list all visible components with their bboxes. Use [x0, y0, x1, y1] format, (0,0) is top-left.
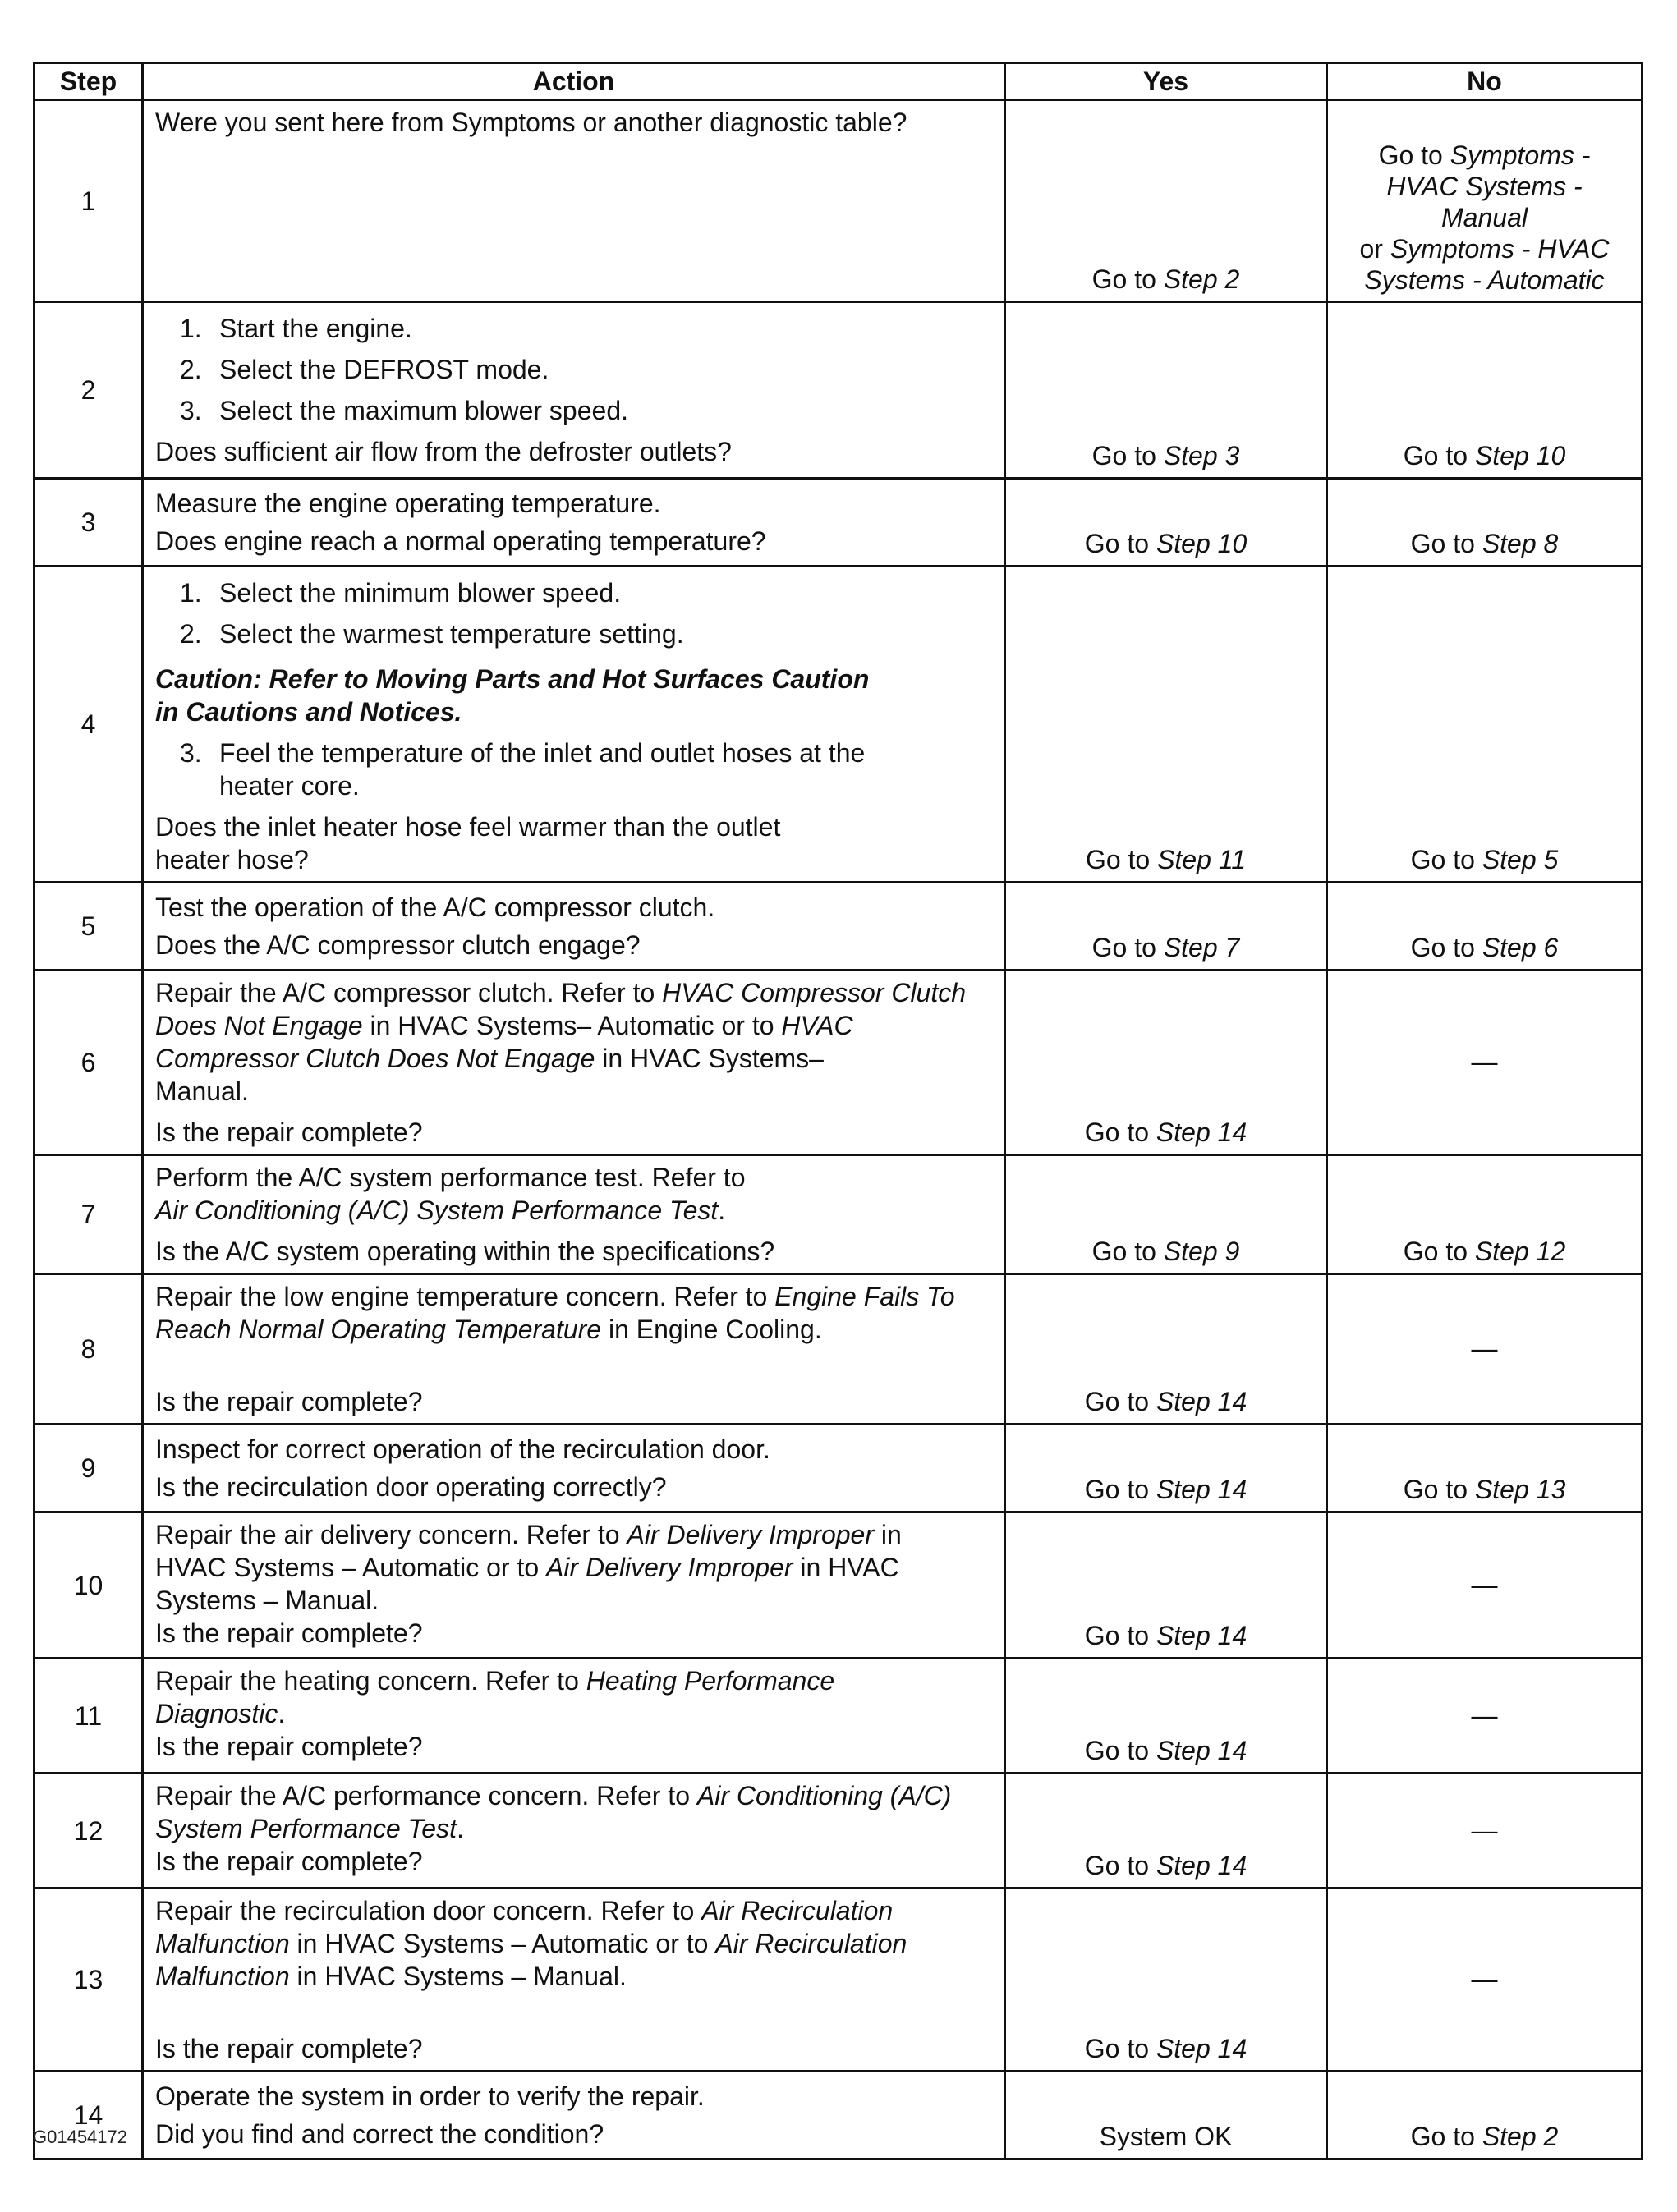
- step-number: 10: [34, 1512, 143, 1659]
- goto-step-link[interactable]: Step 2: [1163, 264, 1240, 294]
- no-cell-dash: —: [1327, 971, 1643, 1155]
- reference-link[interactable]: Air Conditioning (A/C) System Performance Test: [155, 1781, 952, 1843]
- no-cell: Go to Step 12: [1327, 1155, 1643, 1274]
- goto-step-link[interactable]: Step 14: [1156, 1851, 1247, 1880]
- symptoms-auto-link-line1[interactable]: Symptoms - HVAC: [1390, 234, 1610, 264]
- action-cell: [143, 302, 1005, 479]
- question-text: Does the A/C compressor clutch engage?: [155, 930, 641, 960]
- step-number: 2: [34, 302, 143, 479]
- question-text: Is the repair complete?: [155, 1618, 423, 1648]
- action-cell: [143, 1659, 1005, 1774]
- action-text: Repair the A/C performance concern. Refer to Air Conditioning (A/C) System Performance Test.: [155, 1781, 952, 1843]
- table-row-step-11: [34, 1659, 1643, 1774]
- diagnostic-table: [33, 62, 1643, 2160]
- table-row-step-10: [34, 1512, 1643, 1659]
- goto-step-link[interactable]: Step 2: [1482, 2122, 1559, 2151]
- goto-label: Go to: [1091, 264, 1164, 294]
- step-number: 4: [34, 567, 143, 883]
- step-number: 8: [34, 1274, 143, 1425]
- no-cell-dash: —: [1327, 1888, 1643, 2072]
- yes-cell: [1005, 100, 1327, 302]
- action-cell: [143, 479, 1005, 567]
- no-cell-dash: —: [1327, 1659, 1643, 1774]
- symptoms-link-line3[interactable]: Manual: [1441, 203, 1528, 232]
- action-cell: [143, 1888, 1005, 2072]
- step-number: 7: [34, 1155, 143, 1274]
- no-cell-dash: —: [1327, 1774, 1643, 1888]
- header-yes: Yes: [1005, 63, 1327, 100]
- yes-cell: Go to Step 9: [1005, 1155, 1327, 1274]
- table-row-step-6: [34, 971, 1643, 1155]
- goto-step-link[interactable]: Step 5: [1482, 845, 1559, 874]
- list-item: 3. Select the maximum blower speed.: [180, 396, 628, 425]
- action-text: Were you sent here from Symptoms or another diagnostic table?: [155, 108, 907, 137]
- action-text: Operate the system in order to verify the repair.: [155, 2081, 705, 2111]
- question-text: Is the A/C system operating within the specifications?: [155, 1237, 775, 1266]
- yes-cell: Go to Step 14: [1005, 1888, 1327, 2072]
- no-cell-dash: —: [1327, 1512, 1643, 1659]
- yes-cell: Go to Step 14: [1005, 1512, 1327, 1659]
- question-text: Is the repair complete?: [155, 1732, 423, 1761]
- step-number: 3: [34, 479, 143, 567]
- goto-step-link[interactable]: Step 14: [1156, 1475, 1247, 1504]
- yes-cell: Go to Step 3: [1005, 302, 1327, 479]
- question-text: Is the recirculation door operating correctly?: [155, 1472, 667, 1502]
- step-number: 5: [34, 883, 143, 971]
- yes-cell: Go to Step 14: [1005, 1774, 1327, 1888]
- reference-link[interactable]: Air Delivery Improper: [546, 1553, 793, 1582]
- table-row-step-14: [34, 2072, 1643, 2159]
- action-cell: [143, 1512, 1005, 1659]
- table-row-step-4: [34, 567, 1643, 883]
- list-item: 2. Select the DEFROST mode.: [180, 355, 549, 384]
- goto-step-link[interactable]: Step 10: [1156, 529, 1247, 558]
- goto-label: Go to: [1378, 140, 1450, 170]
- no-cell: Go to Step 13: [1327, 1425, 1643, 1512]
- table-row-step-3: [34, 479, 1643, 567]
- yes-cell: Go to Step 14: [1005, 1425, 1327, 1512]
- list-item: 1. Start the engine.: [180, 314, 412, 343]
- question-text: Is the repair complete?: [155, 1387, 423, 1416]
- question-text: Did you find and correct the condition?: [155, 2119, 604, 2149]
- question-text: Does sufficient air flow from the defroster outlets?: [155, 437, 732, 466]
- or-label: or: [1359, 234, 1390, 264]
- action-text: Repair the heating concern. Refer to Heating Performance Diagnostic.: [155, 1666, 835, 1728]
- symptoms-link-line1[interactable]: Symptoms -: [1450, 140, 1591, 170]
- no-cell-dash: —: [1327, 1274, 1643, 1425]
- question-text: Is the repair complete?: [155, 2034, 423, 2063]
- table-row-step-1: [34, 100, 1643, 302]
- step-number: 11: [34, 1659, 143, 1774]
- no-cell: Go to Step 8: [1327, 479, 1643, 567]
- goto-step-link[interactable]: Step 8: [1482, 529, 1559, 558]
- goto-step-link[interactable]: Step 13: [1474, 1475, 1566, 1504]
- action-cell: [143, 1425, 1005, 1512]
- question-text-line1: Does the inlet heater hose feel warmer than the outlet: [155, 812, 781, 842]
- no-cell: Go to Step 2: [1327, 2072, 1643, 2159]
- step-number: 12: [34, 1774, 143, 1888]
- no-cell: Go to Step 5: [1327, 567, 1643, 883]
- step-number: 1: [34, 100, 143, 302]
- goto-step-link[interactable]: Step 14: [1156, 1736, 1247, 1765]
- symptoms-link-line2[interactable]: HVAC Systems -: [1386, 172, 1583, 201]
- action-cell: [143, 567, 1005, 883]
- goto-step-link[interactable]: Step 12: [1474, 1237, 1566, 1266]
- step-number: 14: [34, 2072, 143, 2159]
- list-item: 2. Select the warmest temperature setting.: [180, 619, 684, 649]
- yes-cell: Go to Step 10: [1005, 479, 1327, 567]
- action-cell: [143, 883, 1005, 971]
- header-step: Step: [34, 63, 143, 100]
- yes-cell: Go to Step 14: [1005, 971, 1327, 1155]
- step-number: 13: [34, 1888, 143, 2072]
- action-text: Inspect for correct operation of the recirculation door.: [155, 1434, 770, 1464]
- goto-step-link[interactable]: Step 14: [1156, 1117, 1247, 1147]
- no-cell: [1327, 100, 1643, 302]
- step-number: 9: [34, 1425, 143, 1512]
- table-row-step-9: [34, 1425, 1643, 1512]
- action-text: Repair the air delivery concern. Refer to Air Delivery Improper in HVAC Systems – Automatic or to Air Delivery Improper in HVAC Systems – Manual.: [155, 1520, 902, 1615]
- goto-step-link[interactable]: Step 11: [1157, 845, 1247, 874]
- table-row-step-2: [34, 302, 1643, 479]
- list-item: 3. Feel the temperature of the inlet and outlet hoses at the: [180, 738, 866, 768]
- header-row: [34, 63, 1643, 100]
- figure-id: G01454172: [33, 2127, 127, 2147]
- reference-link[interactable]: Air Conditioning (A/C) System Performance Test: [155, 1195, 719, 1225]
- goto-step-link[interactable]: Step 14: [1156, 2034, 1247, 2063]
- list-item: 1. Select the minimum blower speed.: [180, 578, 622, 608]
- goto-step-link[interactable]: Step 3: [1163, 441, 1240, 470]
- step-number: 6: [34, 971, 143, 1155]
- question-text: Is the repair complete?: [155, 1117, 423, 1147]
- question-text: Is the repair complete?: [155, 1847, 423, 1876]
- goto-step-link[interactable]: Step 6: [1482, 933, 1559, 962]
- action-text: Repair the low engine temperature concern. Refer to Engine Fails To Reach Normal Operating Temperature in Engine Cooling.: [155, 1282, 955, 1344]
- table-row-step-5: [34, 883, 1643, 971]
- caution-note: Caution: Refer to Moving Parts and Hot Surfaces Caution in Cautions and Notices.: [155, 664, 870, 727]
- action-text: Repair the A/C compressor clutch. Refer to HVAC Compressor Clutch Does Not Engage in HVAC Systems– Automatic or to HVAC Compressor Clutch Does Not Engage in HVAC Systems– Manual.: [155, 978, 967, 1106]
- action-text: Repair the recirculation door concern. Refer to Air Recirculation Malfunction in HVAC Systems – Automatic or to Air Recirculation Malfunction in HVAC Systems – Manual.: [155, 1896, 907, 1991]
- table-row-step-8: [34, 1274, 1643, 1425]
- yes-cell: Go to Step 11: [1005, 567, 1327, 883]
- yes-cell: Go to Step 14: [1005, 1274, 1327, 1425]
- list-item-continuation: heater core.: [219, 771, 360, 801]
- reference-link[interactable]: Heating Performance Diagnostic: [155, 1666, 835, 1728]
- reference-link[interactable]: HVAC Compressor Clutch Does Not Engage: [155, 978, 967, 1040]
- action-cell: [143, 1155, 1005, 1274]
- yes-cell: Go to Step 7: [1005, 883, 1327, 971]
- reference-link[interactable]: Air Recirculation Malfunction: [155, 1929, 907, 1991]
- action-text: Test the operation of the A/C compressor clutch.: [155, 893, 715, 922]
- reference-link[interactable]: HVAC Compressor Clutch Does Not Engage: [155, 1011, 853, 1073]
- goto-step-link[interactable]: Step 10: [1474, 441, 1566, 470]
- no-cell: Go to Step 10: [1327, 302, 1643, 479]
- goto-step-link[interactable]: Step 14: [1156, 1387, 1247, 1416]
- reference-link[interactable]: Air Recirculation Malfunction: [155, 1896, 894, 1958]
- question-text: Does engine reach a normal operating temperature?: [155, 526, 766, 556]
- yes-cell: System OK: [1005, 2072, 1327, 2159]
- yes-cell: Go to Step 14: [1005, 1659, 1327, 1774]
- action-text: Perform the A/C system performance test. Refer to Air Conditioning (A/C) System Performance Test.: [155, 1163, 746, 1225]
- table-row-step-7: [34, 1155, 1643, 1274]
- table-row-step-12: [34, 1774, 1643, 1888]
- diagnostic-table-container: [33, 62, 1641, 2160]
- header-no: No: [1327, 63, 1643, 100]
- goto-step-link[interactable]: Step 14: [1156, 1621, 1247, 1650]
- question-text-line2: heater hose?: [155, 845, 309, 874]
- goto-step-link[interactable]: Step 7: [1163, 933, 1240, 962]
- no-cell: Go to Step 6: [1327, 883, 1643, 971]
- action-cell: [143, 100, 1005, 302]
- table-row-step-13: [34, 1888, 1643, 2072]
- symptoms-auto-link-line2[interactable]: Systems - Automatic: [1364, 265, 1605, 295]
- action-cell: [143, 971, 1005, 1155]
- goto-step-link[interactable]: Step 9: [1163, 1237, 1240, 1266]
- action-cell: [143, 2072, 1005, 2159]
- reference-link[interactable]: Engine Fails To Reach Normal Operating Temperature: [155, 1282, 955, 1344]
- action-cell: [143, 1274, 1005, 1425]
- action-cell: [143, 1774, 1005, 1888]
- header-action: Action: [143, 63, 1005, 100]
- action-text: Measure the engine operating temperature.: [155, 489, 661, 518]
- reference-link[interactable]: Air Delivery Improper: [627, 1520, 874, 1549]
